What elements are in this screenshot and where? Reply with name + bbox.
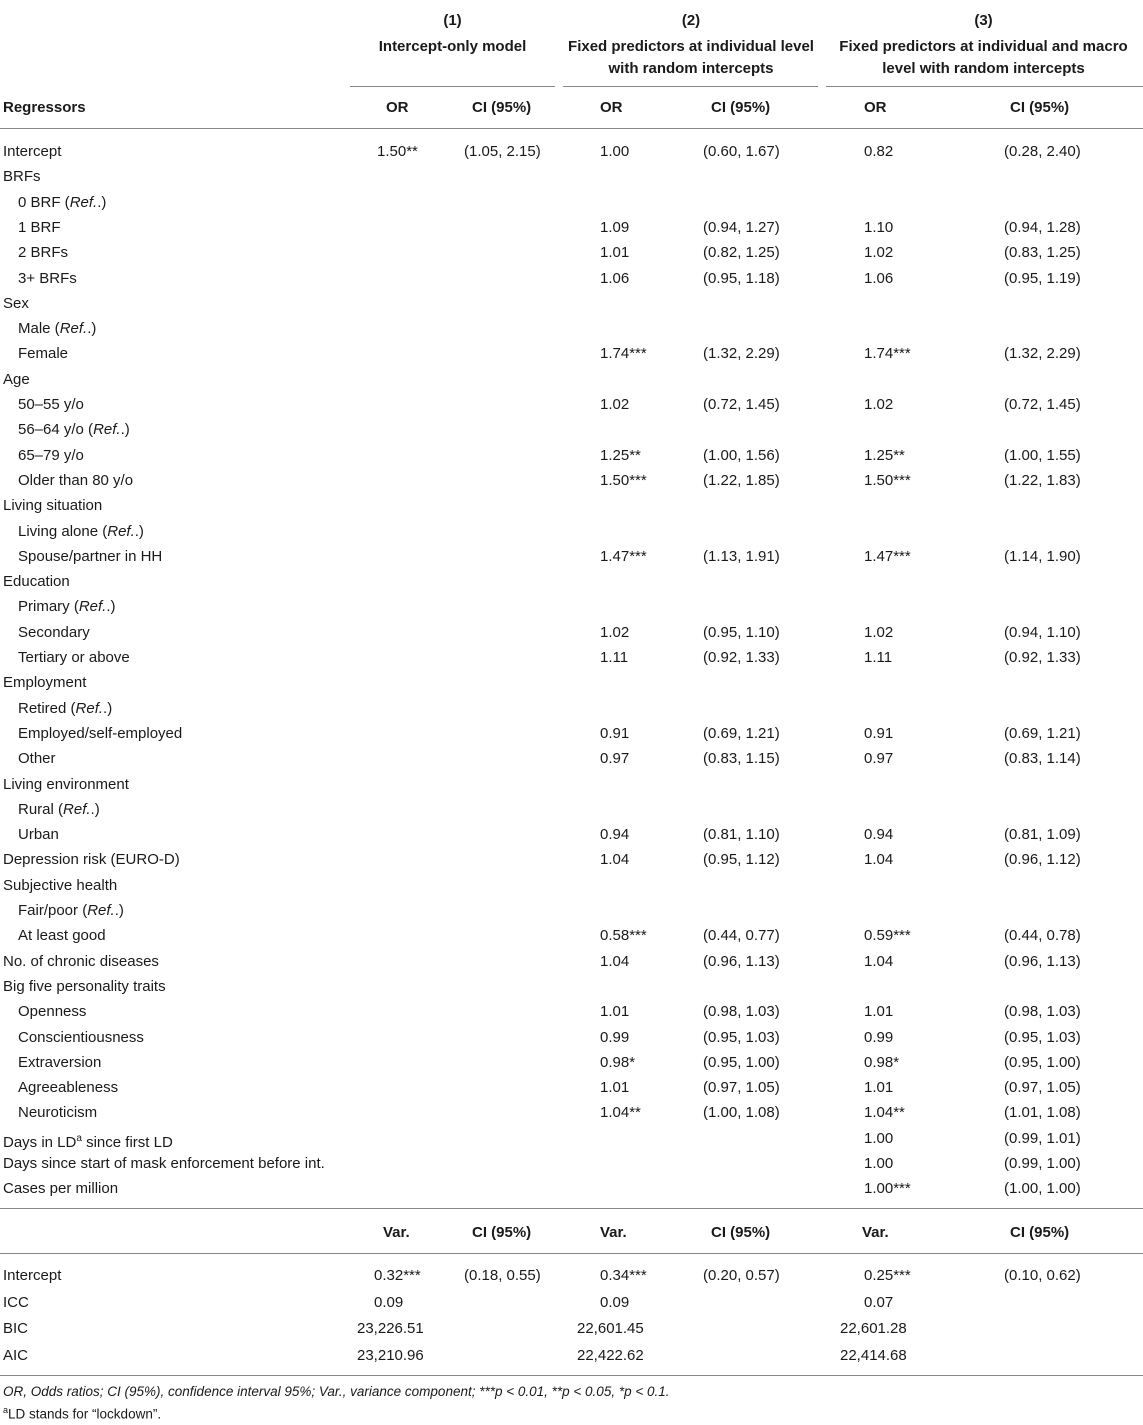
table-row: [0, 493, 1143, 518]
table-row: [0, 1151, 1143, 1176]
or-model-2: 1.11: [600, 649, 629, 666]
or-model-3: 1.04: [864, 952, 894, 970]
row-label: No. of chronic diseases: [3, 952, 159, 970]
table-row: [0, 367, 1143, 392]
random-ci-header-3: CI (95%): [1010, 1224, 1070, 1241]
random-ci-header-1: CI (95%): [472, 1224, 532, 1241]
ci-model-3: (0.92, 1.33): [1004, 649, 1081, 666]
or-model-3: 0.82: [864, 143, 894, 160]
ci-model-3: (0.94, 1.28): [1004, 218, 1081, 236]
row-label: Openness: [18, 1003, 87, 1021]
or-header-1: OR: [386, 99, 409, 116]
table-row: [0, 594, 1143, 619]
model-3-header: [826, 10, 1141, 80]
random-ci-header-2: CI (95%): [711, 1224, 771, 1241]
row-label: 50–55 y/o: [18, 396, 84, 413]
table-row: [0, 544, 1143, 569]
or-model-3: 1.04: [864, 851, 894, 869]
table-row: [0, 164, 1143, 189]
ci-model-3: (1.01, 1.08): [1004, 1104, 1081, 1122]
ci-model-3: (0.96, 1.13): [1004, 952, 1081, 970]
var-model-3: 0.25***: [864, 1267, 911, 1284]
random-row: [0, 1263, 1143, 1288]
var-model-3: 0.07: [864, 1293, 894, 1311]
table-row: [0, 721, 1143, 746]
var-model-1: 0.32***: [374, 1267, 421, 1284]
or-model-2: 1.50***: [600, 471, 647, 489]
row-label: Primary (Ref..): [18, 598, 116, 616]
or-model-2: 1.02: [600, 396, 630, 413]
or-model-2: 1.01: [600, 1003, 630, 1021]
ci-model-2: (0.96, 1.13): [703, 952, 780, 970]
ci-model-2: (0.95, 1.00): [703, 1053, 780, 1071]
or-model-3: 0.94: [864, 826, 894, 844]
ci-model-2: (0.82, 1.25): [703, 244, 780, 262]
ci-model-2: (1.00, 1.08): [703, 1104, 780, 1122]
row-label: Days since start of mask enforcement before int.: [3, 1155, 325, 1172]
ci-model-3: (1.00, 1.00): [1004, 1180, 1081, 1198]
or-model-3: 1.11: [864, 649, 893, 666]
random-row: [0, 1316, 1143, 1341]
ci-model-1: (1.05, 2.15): [464, 143, 541, 160]
var-model-2: 0.34***: [600, 1267, 647, 1284]
var-header-3: Var.: [862, 1224, 889, 1241]
ci-model-3: (0.99, 1.00): [1004, 1155, 1081, 1172]
or-model-3: 1.02: [864, 623, 894, 641]
row-label: Tertiary or above: [18, 649, 130, 666]
table-row: [0, 316, 1143, 341]
or-model-2: 1.00: [600, 143, 630, 160]
ci-model-3: (0.28, 2.40): [1004, 143, 1081, 160]
random-row: [0, 1343, 1143, 1368]
table-row: [0, 569, 1143, 594]
or-model-1: 1.50**: [377, 143, 418, 160]
bottom-rule: [0, 1375, 1143, 1376]
ci-header-3: CI (95%): [1010, 99, 1070, 116]
or-model-3: 1.00: [864, 1155, 894, 1172]
table-row: [0, 392, 1143, 417]
table-row: [0, 443, 1143, 468]
model-3-underline: [826, 86, 1143, 87]
footnote-2: $^a$LD stands for “lockdown”.: [3, 1405, 162, 1422]
row-label: Subjective health: [3, 876, 118, 894]
or-model-2: 1.74***: [600, 345, 647, 363]
or-header-3: OR: [864, 99, 887, 116]
row-label: Spouse/partner in HH: [18, 547, 163, 565]
ci-model-2: (1.22, 1.85): [703, 471, 780, 489]
ci-model-2: (1.00, 1.56): [703, 446, 780, 464]
or-model-2: 1.04: [600, 851, 630, 869]
ci-model-2: (0.97, 1.05): [703, 1079, 780, 1097]
ci-model-2: (0.83, 1.15): [703, 750, 780, 768]
or-model-2: 0.98*: [600, 1053, 636, 1071]
model-1-underline: [350, 86, 555, 87]
or-model-3: 0.59***: [864, 927, 911, 945]
model-2-underline: [563, 86, 818, 87]
row-label: 0 BRF (Ref..): [18, 193, 107, 211]
table-row: [0, 215, 1143, 240]
ci-model-2: (0.72, 1.45): [703, 396, 780, 413]
ci-model-3: (0.69, 1.21): [1004, 724, 1081, 742]
model-3-number: (3): [974, 12, 993, 29]
ci-model-2: (0.44, 0.77): [703, 927, 780, 945]
table-row: [0, 949, 1143, 974]
ci-model-3: (0.97, 1.05): [1004, 1079, 1081, 1097]
row-label: Days in $LD^a$ since first LD: [3, 1132, 173, 1151]
or-model-3: 1.74***: [864, 345, 911, 363]
or-model-2: 1.09: [600, 218, 630, 236]
table-row: [0, 240, 1143, 265]
table-row: [0, 519, 1143, 544]
ci-model-2: (0.95, 1.12): [703, 851, 780, 869]
or-model-2: 1.04: [600, 952, 630, 970]
ci-model-2: (1.13, 1.91): [703, 547, 780, 565]
row-label: 1 BRF: [18, 218, 61, 236]
table-row: [0, 822, 1143, 847]
or-model-3: 1.10: [864, 218, 894, 236]
or-model-3: 1.06: [864, 269, 894, 287]
table-row: [0, 746, 1143, 771]
or-model-2: 0.91: [600, 724, 630, 742]
row-label: Employment: [3, 674, 87, 692]
table-row: [0, 139, 1143, 164]
table-row: [0, 645, 1143, 670]
var-model-1: 23,210.96: [357, 1346, 424, 1364]
ci-model-2: (0.69, 1.21): [703, 724, 780, 742]
or-header-2: OR: [600, 99, 623, 116]
random-row: [0, 1290, 1143, 1315]
table-row: [0, 898, 1143, 923]
table-row: [0, 670, 1143, 695]
row-label: Living environment: [3, 775, 129, 793]
row-label: Intercept: [3, 143, 62, 160]
ci-model-3: (0.95, 1.00): [1004, 1053, 1081, 1071]
table-row: [0, 923, 1143, 948]
var-header-1: Var.: [383, 1224, 410, 1241]
ci-model-2: (0.95, 1.18): [703, 269, 780, 287]
table-row: [0, 999, 1143, 1024]
or-model-2: 0.58***: [600, 927, 647, 945]
or-model-2: 1.01: [600, 244, 630, 262]
ci-model-3: (1.14, 1.90): [1004, 547, 1081, 565]
random-header-rule: [0, 1253, 1143, 1254]
ci-model-2: (1.32, 2.29): [703, 345, 780, 363]
row-label: Agreeableness: [18, 1079, 119, 1097]
or-model-3: 1.01: [864, 1003, 894, 1021]
row-label: 65–79 y/o: [18, 446, 84, 464]
ci-model-3: (0.98, 1.03): [1004, 1003, 1081, 1021]
row-label: Male (Ref..): [18, 320, 97, 338]
or-model-3: 1.47***: [864, 547, 911, 565]
row-label: 56–64 y/o (Ref..): [18, 421, 130, 439]
var-model-1: 23,226.51: [357, 1320, 424, 1337]
row-label: Conscientiousness: [18, 1028, 144, 1046]
ci-model-3: (0.81, 1.09): [1004, 826, 1081, 844]
table-row: [0, 291, 1143, 316]
random-ci-model-3: (0.10, 0.62): [1004, 1267, 1081, 1284]
row-label: AIC: [3, 1346, 29, 1364]
table-row: [0, 873, 1143, 898]
or-model-2: 0.94: [600, 826, 630, 844]
ci-model-2: (0.95, 1.03): [703, 1028, 780, 1046]
row-label: At least good: [18, 927, 106, 945]
var-model-1: 0.09: [374, 1293, 404, 1311]
row-label: Secondary: [18, 623, 90, 641]
or-model-3: 0.91: [864, 724, 894, 742]
row-label: Sex: [3, 294, 29, 312]
model-3-title: Fixed predictors at individual and macro level with random intercepts: [839, 38, 1128, 77]
or-model-2: 1.02: [600, 623, 630, 641]
table-row: [0, 1126, 1143, 1151]
or-model-2: 1.01: [600, 1079, 630, 1097]
or-model-3: 0.99: [864, 1028, 894, 1046]
table-row: [0, 797, 1143, 822]
footnote-1: OR, Odds ratios; CI (95%), confidence interval 95%; Var., variance component; ***p < 0.01, **p < 0.05, *p < 0.1.: [3, 1384, 670, 1399]
ci-model-2: (0.92, 1.33): [703, 649, 780, 666]
ci-model-3: (1.00, 1.55): [1004, 446, 1081, 464]
or-model-2: 1.25**: [600, 446, 641, 464]
ci-model-3: (0.99, 1.01): [1004, 1129, 1081, 1147]
row-label: Neuroticism: [18, 1104, 98, 1122]
row-label: Living alone (Ref..): [18, 522, 144, 540]
var-model-2: 22,601.45: [577, 1320, 644, 1337]
or-model-2: 1.06: [600, 269, 630, 287]
row-label: Fair/poor (Ref..): [18, 902, 124, 919]
ci-model-2: (0.81, 1.10): [703, 826, 780, 844]
model-2-header: [566, 10, 816, 80]
row-label: Big five personality traits: [3, 977, 166, 995]
table-row: [0, 1176, 1143, 1201]
row-label: Age: [3, 370, 30, 388]
model-1-title: Intercept-only model: [378, 38, 527, 55]
var-model-2: 22,422.62: [577, 1346, 644, 1364]
ci-model-2: (0.60, 1.67): [703, 143, 780, 160]
row-label: Rural (Ref..): [18, 800, 100, 818]
ci-model-2: (0.98, 1.03): [703, 1003, 780, 1021]
row-label: Intercept: [3, 1267, 62, 1284]
header-rule: [0, 128, 1143, 129]
ci-header-2: CI (95%): [711, 99, 771, 116]
table-row: [0, 620, 1143, 645]
row-label: 3+ BRFs: [18, 269, 77, 287]
or-model-3: 1.50***: [864, 471, 911, 489]
table-row: [0, 417, 1143, 442]
table-row: [0, 1075, 1143, 1100]
row-label: Employed/self-employed: [18, 724, 183, 742]
or-model-3: 1.01: [864, 1079, 894, 1097]
model-2-title: Fixed predictors at individual level with random intercepts: [568, 38, 814, 77]
ci-model-3: (0.44, 0.78): [1004, 927, 1081, 945]
or-model-3: 0.97: [864, 750, 894, 768]
or-model-2: 1.47***: [600, 547, 647, 565]
or-model-2: 1.04**: [600, 1104, 641, 1122]
ci-model-3: (1.22, 1.83): [1004, 471, 1081, 489]
model-2-number: (2): [681, 12, 701, 29]
table-row: [0, 1025, 1143, 1050]
var-model-2: 0.09: [600, 1293, 630, 1311]
random-ci-model-2: (0.20, 0.57): [703, 1267, 780, 1284]
or-model-3: 1.02: [864, 244, 894, 262]
ci-model-3: (0.83, 1.25): [1004, 244, 1081, 262]
ci-model-3: (0.96, 1.12): [1004, 851, 1081, 869]
or-model-3: 1.00***: [864, 1180, 911, 1198]
model-1-number: (1): [443, 12, 462, 29]
row-label: Depression risk (EURO-D): [3, 851, 180, 869]
ci-model-3: (0.94, 1.10): [1004, 623, 1081, 641]
table-row: [0, 1100, 1143, 1125]
ci-model-3: (0.83, 1.14): [1004, 750, 1081, 768]
row-label: Living situation: [3, 497, 103, 515]
table-row: [0, 772, 1143, 797]
table-row: [0, 266, 1143, 291]
or-model-3: 1.02: [864, 396, 894, 413]
table-row: [0, 468, 1143, 493]
row-label: ICC: [3, 1293, 29, 1311]
model-1-header: [350, 10, 555, 58]
random-column-header-row: [0, 1220, 1143, 1245]
var-model-3: 22,414.68: [840, 1346, 907, 1364]
row-label: Extraversion: [18, 1053, 102, 1071]
or-model-3: 1.04**: [864, 1104, 905, 1122]
ci-model-3: (0.95, 1.03): [1004, 1028, 1081, 1046]
row-label: Education: [3, 573, 70, 591]
table-row: [0, 1050, 1143, 1075]
ci-model-2: (0.94, 1.27): [703, 218, 780, 236]
or-model-3: 1.00: [864, 1129, 894, 1147]
row-label: Other: [18, 750, 56, 768]
row-label: Retired (Ref..): [18, 699, 113, 717]
or-model-2: 0.99: [600, 1028, 630, 1046]
row-label: BRFs: [3, 168, 41, 186]
row-label: 2 BRFs: [18, 244, 69, 262]
table-row: [0, 974, 1143, 999]
random-section-rule: [0, 1208, 1143, 1209]
row-label: Older than 80 y/o: [18, 471, 134, 489]
ci-header-1: CI (95%): [472, 99, 532, 116]
var-model-3: 22,601.28: [840, 1320, 907, 1337]
table-row: [0, 190, 1143, 215]
ci-model-3: (0.72, 1.45): [1004, 396, 1081, 413]
row-label: BIC: [3, 1320, 29, 1337]
ci-model-3: (0.95, 1.19): [1004, 269, 1081, 287]
table-row: [0, 847, 1143, 872]
table-row: [0, 696, 1143, 721]
regressors-header: Regressors: [3, 99, 86, 116]
ci-model-2: (0.95, 1.10): [703, 623, 780, 641]
random-ci-model-1: (0.18, 0.55): [464, 1267, 541, 1284]
or-model-3: 0.98*: [864, 1053, 900, 1071]
ci-model-3: (1.32, 2.29): [1004, 345, 1081, 363]
or-model-3: 1.25**: [864, 446, 905, 464]
var-header-2: Var.: [600, 1224, 627, 1241]
table-row: [0, 341, 1143, 366]
row-label: Cases per million: [3, 1180, 119, 1198]
row-label: Female: [18, 345, 69, 363]
or-model-2: 0.97: [600, 750, 630, 768]
fixed-column-header-row: [0, 95, 1143, 120]
row-label: Urban: [18, 826, 59, 844]
